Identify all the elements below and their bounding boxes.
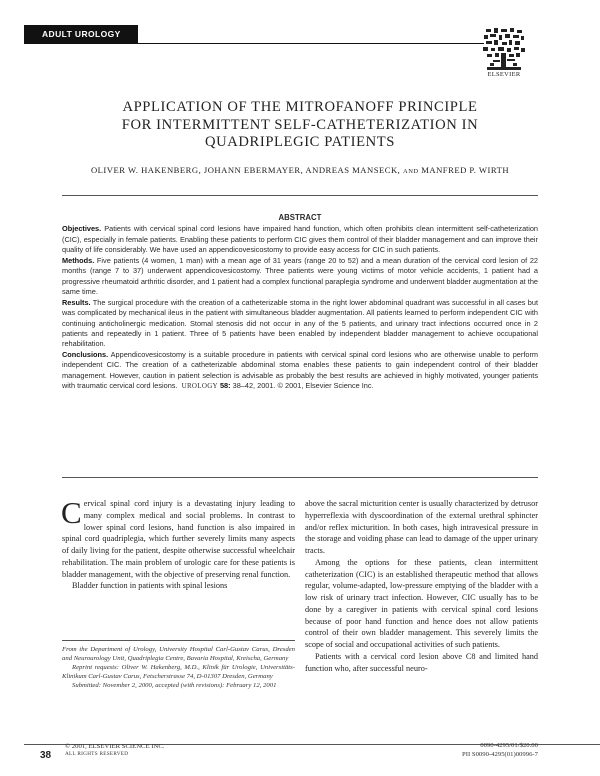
abstract-conclusions bbox=[62, 350, 538, 392]
footnote-submitted: Submitted: November 2, 2000, accepted (with revisions): February 12, 2001 bbox=[72, 682, 277, 690]
pii: PII S0090-4295(01)00996-7 bbox=[462, 751, 538, 758]
body-column-right bbox=[305, 498, 538, 674]
section-label: ADULT UROLOGY bbox=[24, 25, 138, 43]
results-label: Results. bbox=[62, 297, 91, 307]
title-line: APPLICATION OF THE MITROFANOFF PRINCIPLE bbox=[122, 99, 478, 115]
abstract bbox=[62, 213, 538, 392]
title-rule bbox=[62, 195, 538, 196]
footnote-affiliation: From the Department of Urology, University Hospital Carl-Gustav Carus, Dresden and Neurourology Unit, Quadriplegia Centre, Bavaria Hospital, Kreischa, Germany bbox=[62, 646, 295, 663]
body-paragraph: Bladder function in patients with spinal lesions bbox=[72, 581, 228, 591]
objectives-text: Patients with cervical spinal cord lesions have impaired hand function, which often prohibits clean intermittent self-catheterization (CIC), especially in female patients. Enabling these patients to perform CIC gives them control of their bladder management and can improve their quality of life considerably. We have used an appendicovesicostomy to provide easy access for CIC in such patients. bbox=[62, 224, 538, 255]
author-list bbox=[40, 165, 560, 175]
footnote-rule bbox=[62, 640, 295, 641]
footnotes bbox=[62, 645, 295, 690]
article-title bbox=[60, 99, 540, 152]
elsevier-tree-icon bbox=[481, 27, 527, 71]
methods-label: Methods. bbox=[62, 255, 95, 265]
publisher-name: ELSEVIER bbox=[487, 71, 521, 78]
rights-reserved: ALL RIGHTS RESERVED bbox=[65, 751, 129, 757]
copyright: © 2001, ELSEVIER SCIENCE INC. bbox=[65, 743, 165, 750]
abstract-results bbox=[62, 298, 538, 350]
body-paragraph bbox=[61, 495, 295, 580]
methods-text: Five patients (4 women, 1 man) with a mean age of 31 years (range 20 to 52) and a mean duration of the cervical cord lesion of 22 months (range 7 to 37) underwent appendicovesicostomy. Three patients were young victims of motor vehicle accidents, 1 patient had a progressive rheumatoid arthritic disorder, and 1 patient had a complex functional paraplegia syndrome and underwent bladder augmentation at the same time. bbox=[62, 255, 538, 297]
conclusions-label: Conclusions. bbox=[62, 349, 109, 359]
abstract-methods bbox=[62, 256, 538, 298]
conclusions-text: Appendicovesicostomy is a suitable procedure in patients with cervical spinal cord lesions who are otherwise unable to perform independent CIC. The creation of a catheterizable abdominal stoma enables these patients to gain independent control of their bladder management. However, caution in patient selection is advisable as probably the best results are achieved in highly motivated, younger patients with traumatic cervical cord lesions. bbox=[62, 349, 539, 391]
objectives-label: Objectives. bbox=[62, 224, 102, 234]
header-rule bbox=[24, 43, 484, 44]
issn: 0090-4295/01/$20.00 bbox=[480, 742, 538, 749]
publisher-logo bbox=[481, 27, 527, 85]
abstract-objectives bbox=[62, 224, 538, 255]
body-column-left bbox=[61, 495, 295, 592]
citation-rest: 38–42, 2001. © 2001, Elsevier Science Inc. bbox=[232, 381, 374, 391]
body-paragraph: Patients with a cervical cord lesion above C8 and limited hand function who, after successful neuro- bbox=[305, 651, 538, 673]
authors-main: OLIVER W. HAKENBERG, JOHANN EBERMAYER, ANDREAS MANSECK, bbox=[90, 165, 401, 175]
title-line: QUADRIPLEGIC PATIENTS bbox=[204, 134, 396, 150]
results-text: The surgical procedure with the creation of a catheterizable stoma in the right lower abdominal quadrant was successful in all cases but was complicated by mechanical ileus in the patient with simultaneous bladder augmentation. All patients learned to perform independent CIC with continuing anticholinergic medication. Stomal stenosis did not occur in any of the 5 patients, and urinary tract infections occurred once in 2 patients and repeatedly in 1 patient. Three of 5 patients have been enabled by independent bladder management to achieve occupational rehabilitation. bbox=[62, 297, 538, 349]
drop-cap: C bbox=[61, 495, 82, 530]
footnote-reprint: Reprint requests: Oliver W. Hakenberg, M.D., Klinik für Urologie, Universitäts-Klinikum Carl-Gustav Carus, Fetscherstrasse 74, D-01307 Dresden, Germany bbox=[62, 664, 295, 681]
page-number: 38 bbox=[40, 750, 52, 761]
abstract-heading: ABSTRACT bbox=[278, 213, 322, 222]
body-paragraph: Among the options for these patients, clean intermittent catheterization (CIC) is an established therapeutic method that allows regular, volume-adapted, low-pressure emptying of the bladder with a low risk of urinary tract infection. However, CIC usually has to be done by a caregiver in patients with cervical spinal cord lesions because of poor hand function and hence does not allow patients control of their own bladder management. This severely limits the scope of social and occupational activities of such patients. bbox=[305, 557, 538, 649]
paragraph-text: ervical spinal cord injury is a devastating injury leading to many complex medical and social problems. In contrast to lower spinal cord lesions, hand function is also impaired in spinal cord quadriplegia, which further severely limits many aspects of daily living for the patient, despite otherwise successful wheelchair rehabilitation. The main problem of urologic care for these patients is bladder management, with the objective of preserving renal function. bbox=[62, 499, 295, 579]
citation-journal: UROLOGY bbox=[181, 382, 218, 391]
abstract-rule bbox=[62, 477, 538, 478]
body-paragraph: above the sacral micturition center is usually characterized by detrusor hyperreflexia with dyscoordination of the external urethral sphincter and/or reflex micturition. In both cases, high intravesical pressure in the storage and voiding phase can lead to damage of the upper urinary tracts. bbox=[305, 499, 538, 555]
authors-and: AND bbox=[403, 168, 419, 175]
authors-last: MANFRED P. WIRTH bbox=[421, 165, 510, 175]
title-line: FOR INTERMITTENT SELF-CATHETERIZATION IN bbox=[121, 116, 479, 133]
citation-volume: 58: bbox=[219, 381, 231, 391]
